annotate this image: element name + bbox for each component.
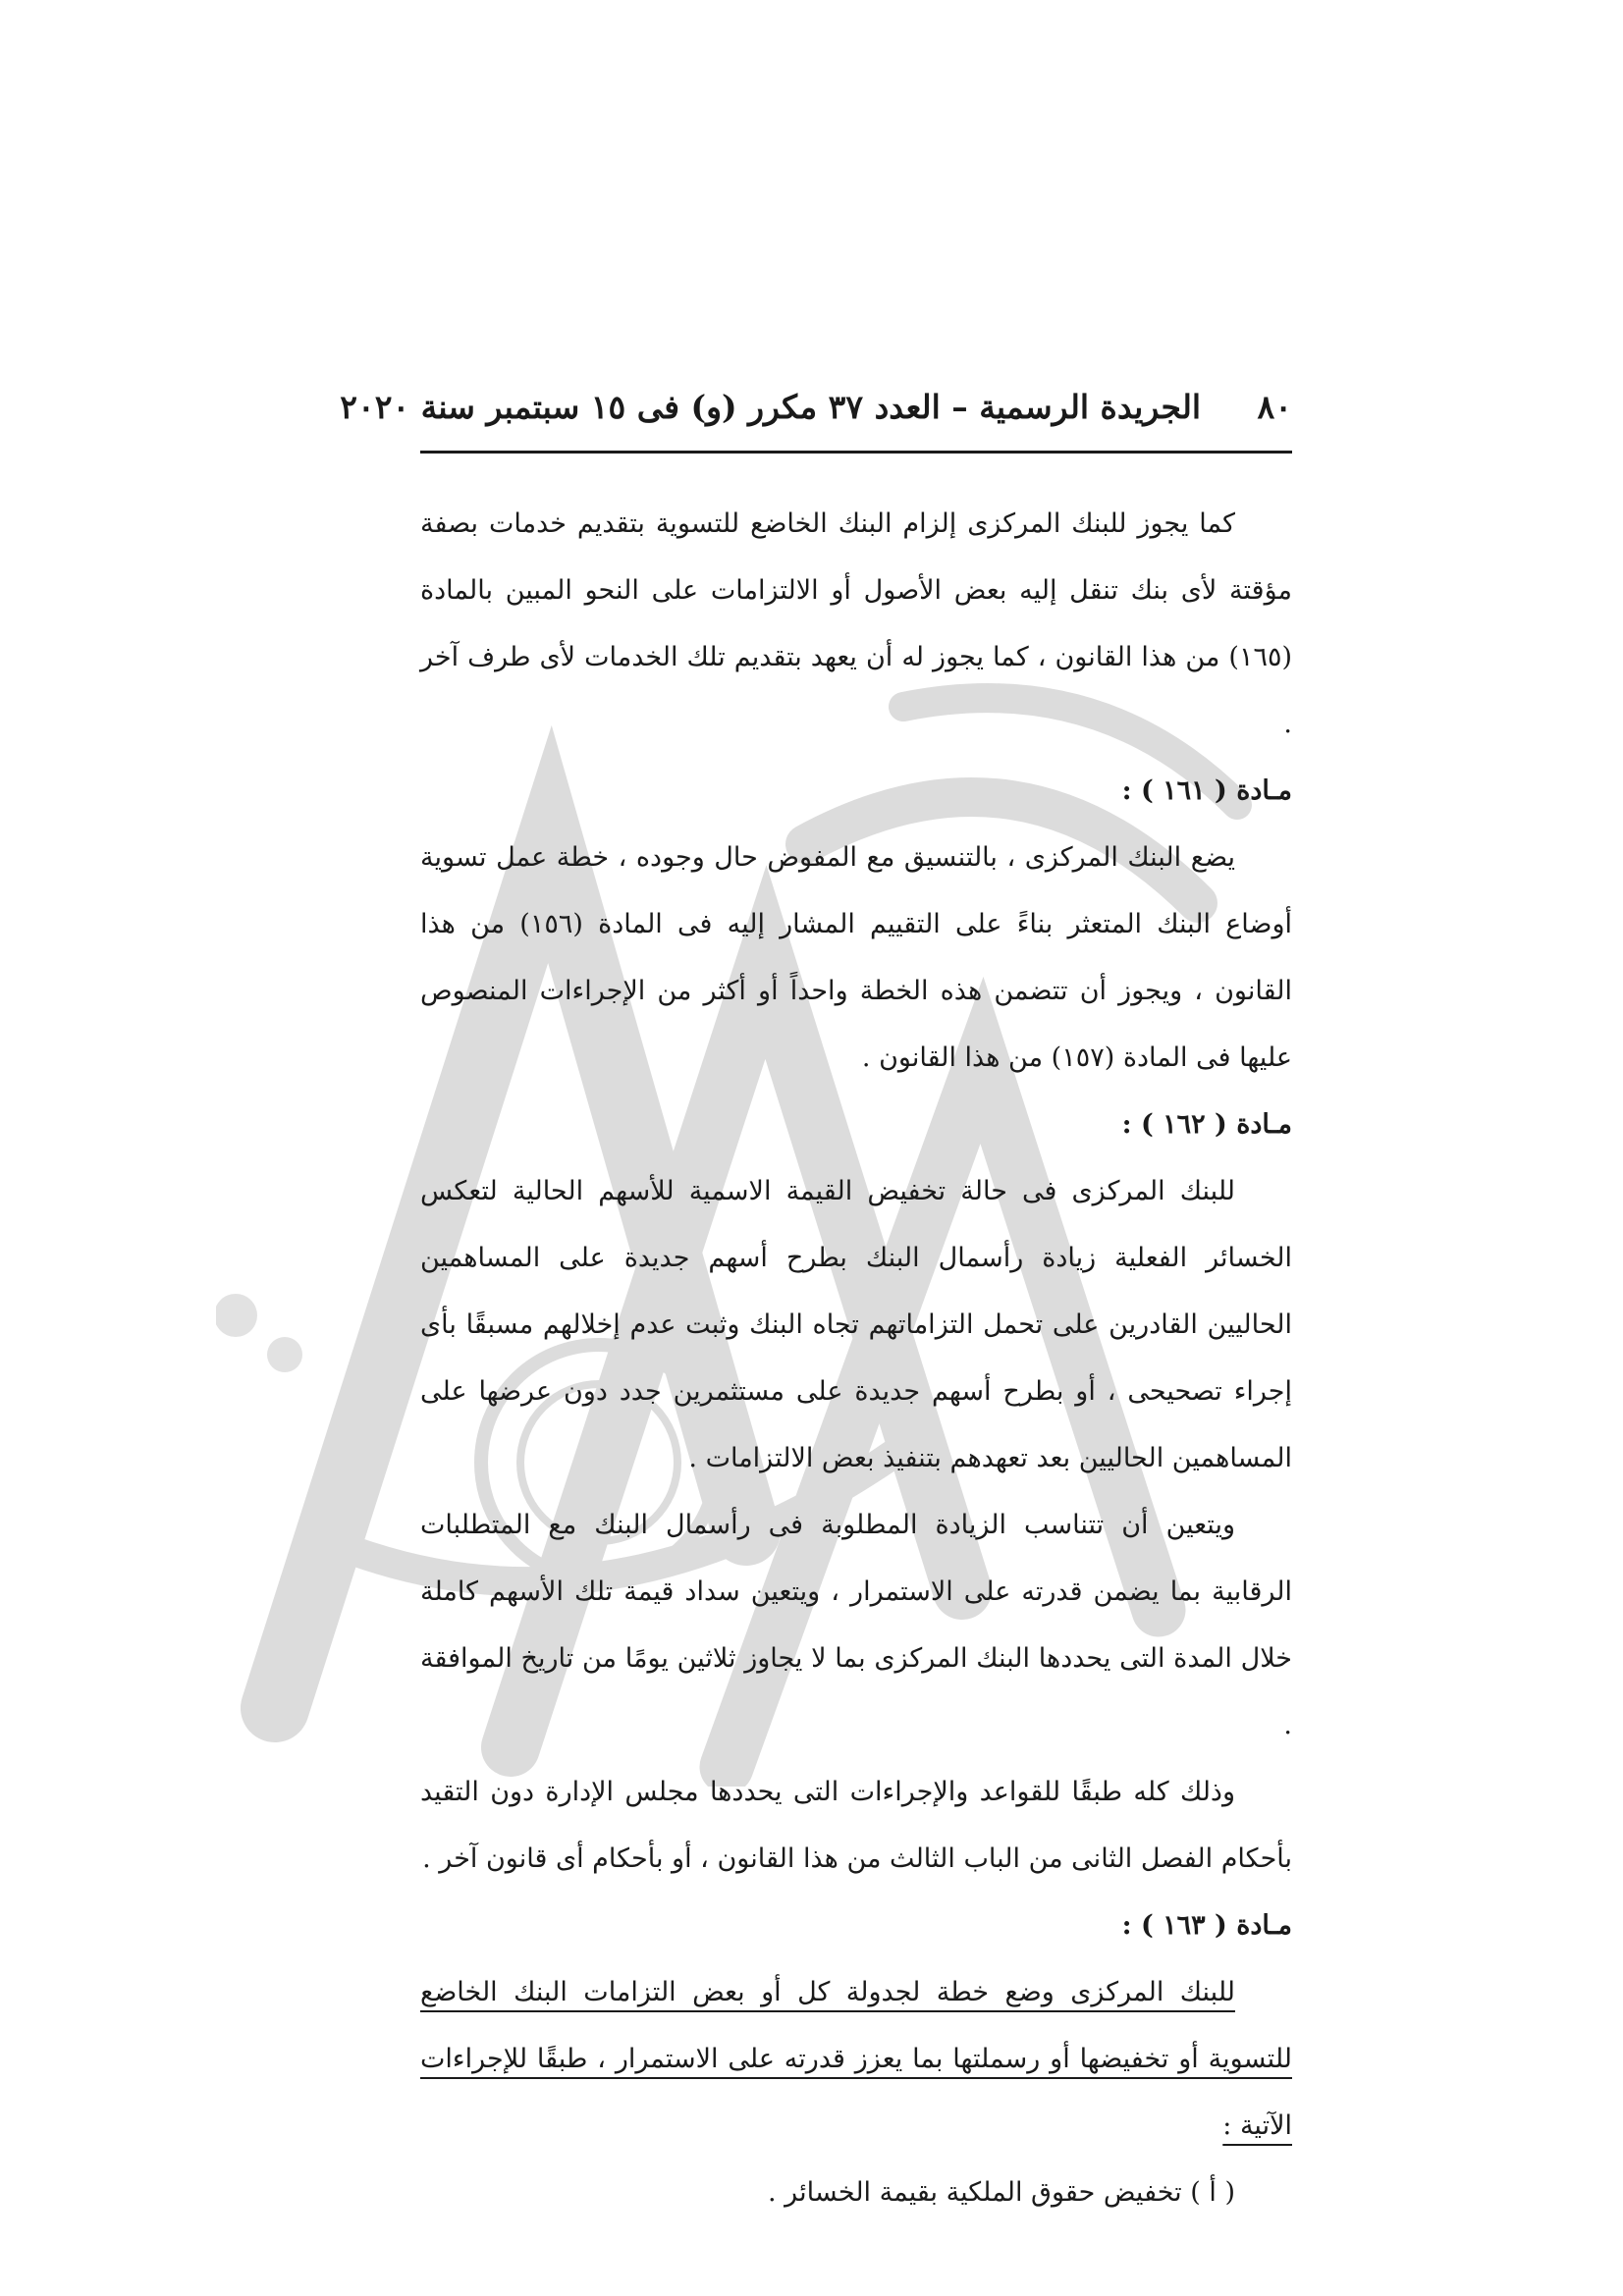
paragraph: ويتعين أن تتناسب الزيادة المطلوبة فى رأسمال البنك مع المتطلبات الرقابية بما يضمن قدرته على الاستمرار ، ويتعين سداد قيمة تلك الأسهم كاملة خلال المدة التى يحددها البنك المركزى بما لا يجاوز ثلاثين يومًا من تاريخ الموافقة . — [420, 1510, 1292, 1740]
paragraph: كما يجوز للبنك المركزى إلزام البنك الخاضع للتسوية بتقديم خدمات بصفة مؤقتة لأى بنك تنقل إليه بعض الأصول أو الالتزامات على النحو المبين بالمادة (١٦٥) من هذا القانون ، كما يجوز له أن يعهد بتقديم تلك الخدمات لأى طرف آخر . — [420, 508, 1292, 739]
page-number: ٨٠ — [1257, 388, 1292, 426]
document-body — [420, 491, 1292, 2226]
header-divider — [420, 451, 1292, 454]
paragraph: وذلك كله طبقًا للقواعد والإجراءات التى يحددها مجلس الإدارة دون التقيد بأحكام الفصل الثانى من الباب الثالث من هذا القانون ، أو بأحكام أى قانون آخر . — [420, 1777, 1292, 1874]
page-header — [340, 383, 1292, 432]
list-item: ( أ ) تخفيض حقوق الملكية بقيمة الخسائر . — [768, 2177, 1235, 2208]
paragraph: للبنك المركزى وضع خطة لجدولة كل أو بعض التزامات البنك الخاضع للتسوية أو تخفيضها أو رسملتها بما يعزز قدرته على الاستمرار ، طبقًا للإجراءات الآتية : — [420, 1977, 1292, 2141]
article-heading-161: مـادة ( ١٦١ ) : — [1121, 775, 1292, 806]
article-heading-162: مـادة ( ١٦٢ ) : — [1121, 1109, 1292, 1140]
publication-title: الجريدة الرسمية – العدد ٣٧ مكرر (و) فى ١٥ سبتمبر سنة ٢٠٢٠ — [340, 388, 1202, 426]
paragraph: للبنك المركزى فى حالة تخفيض القيمة الاسمية للأسهم الحالية لتعكس الخسائر الفعلية زيادة رأسمال البنك بطرح أسهم جديدة على المساهمين الحاليين القادرين على تحمل التزاماتهم تجاه البنك وثبت عدم إخلالهم مسبقًا بأى إجراء تصحيحى ، أو بطرح أسهم جديدة على مستثمرين جدد دون عرضها على المساهمين الحاليين بعد تعهدهم بتنفيذ بعض الالتزامات . — [420, 1176, 1292, 1473]
article-heading-163: مـادة ( ١٦٣ ) : — [1121, 1910, 1292, 1941]
paragraph: يضع البنك المركزى ، بالتنسيق مع المفوض حال وجوده ، خطة عمل تسوية أوضاع البنك المتعثر بناءً على التقييم المشار إليه فى المادة (١٥٦) من هذا القانون ، ويجوز أن تتضمن هذه الخطة واحداً أو أكثر من الإجراءات المنصوص عليها فى المادة (١٥٧) من هذا القانون . — [420, 842, 1292, 1073]
